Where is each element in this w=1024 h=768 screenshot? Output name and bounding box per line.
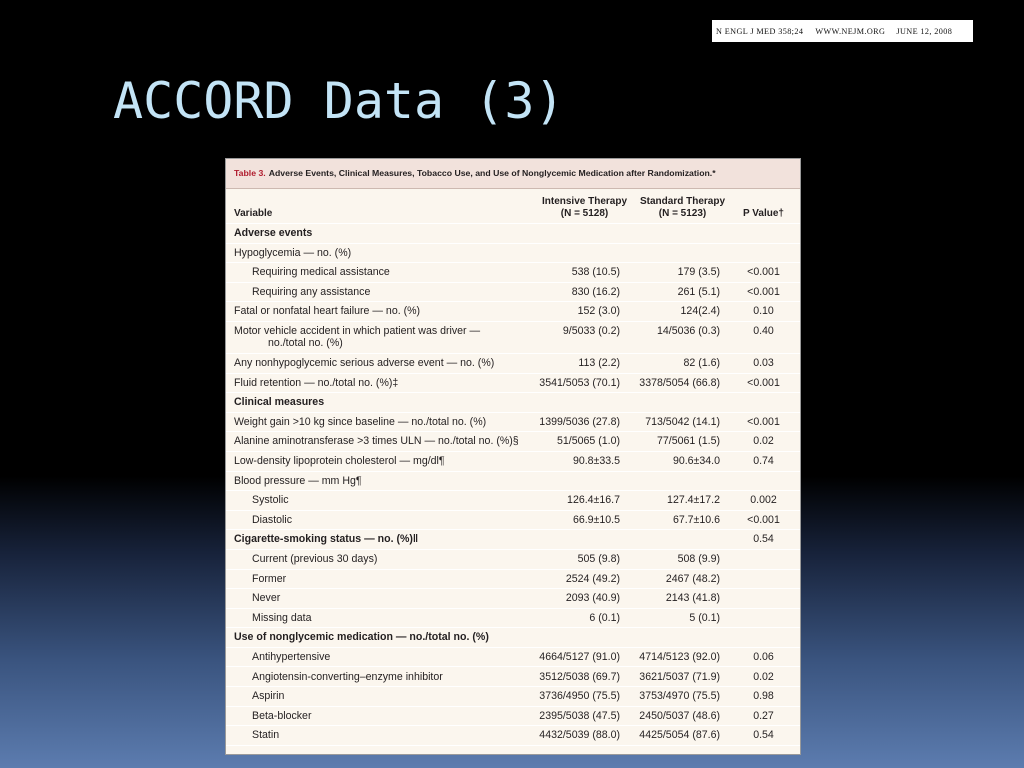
table-title: Adverse Events, Clinical Measures, Tobacco Use, and Use of Nonglycemic Medication after Randomization.*	[268, 168, 716, 178]
table-subrow	[226, 511, 800, 531]
row-label: Hypoglycemia — no. (%)	[234, 246, 352, 259]
p-value: 0.03	[753, 357, 774, 370]
row-label: Use of nonglycemic medication — no./total no. (%)	[234, 631, 489, 644]
row-label: Diastolic	[252, 513, 293, 526]
p-value	[727, 628, 800, 647]
row-label: Requiring any assistance	[252, 285, 371, 298]
intensive-value	[533, 244, 628, 263]
standard-value: 261 (5.1)	[677, 285, 720, 298]
column-header-variable	[226, 208, 533, 220]
p-value: <0.001	[747, 513, 780, 526]
p-value: 0.40	[753, 325, 774, 338]
row-label: Antihypertensive	[252, 650, 331, 663]
p-value: 0.54	[753, 533, 774, 546]
row-label: Current (previous 30 days)	[252, 553, 378, 565]
row-label: Missing data	[252, 611, 312, 624]
p-value: 0.02	[753, 670, 774, 683]
section-heading-row	[226, 393, 800, 413]
intensive-value: 113 (2.2)	[578, 357, 620, 370]
table-row	[226, 452, 800, 472]
standard-value: 90.6±34.0	[672, 455, 720, 468]
column-header-standard	[628, 196, 727, 220]
standard-value: 82 (1.6)	[683, 357, 720, 370]
row-label: Angiotensin-converting–enzyme inhibitor	[252, 670, 443, 683]
standard-value: 4714/5123 (92.0)	[639, 650, 720, 663]
p-value	[727, 244, 800, 263]
row-label: Any nonhypoglycemic serious adverse event — no. (%)	[234, 357, 495, 370]
standard-value: 3753/4970 (75.5)	[639, 690, 720, 703]
table-row	[226, 374, 800, 394]
p-value	[727, 589, 800, 608]
p-value: 0.74	[753, 455, 774, 468]
standard-therapy-label: Standard Therapy	[639, 196, 726, 207]
row-label: Low-density lipoprotein cholesterol — mg/dl¶	[234, 455, 445, 468]
results-table	[225, 158, 801, 755]
standard-value	[628, 628, 727, 647]
standard-value: 77/5061 (1.5)	[656, 435, 720, 448]
table-number: Table 3.	[234, 168, 266, 178]
table-row	[226, 432, 800, 452]
p-value	[727, 570, 800, 589]
intensive-value: 4664/5127 (91.0)	[539, 650, 620, 663]
intensive-value: 126.4±16.7	[567, 494, 620, 507]
row-label: Fatal or nonfatal heart failure — no. (%)	[234, 305, 421, 318]
row-label: Fluid retention — no./total no. (%)‡	[234, 376, 399, 389]
table-subrow	[226, 687, 800, 707]
table-subrow	[226, 609, 800, 629]
table-subrow	[226, 648, 800, 668]
standard-value	[628, 472, 727, 491]
p-value: <0.001	[747, 376, 780, 389]
standard-value: 3378/5054 (66.8)	[639, 376, 720, 389]
p-value	[727, 224, 800, 243]
standard-value	[628, 244, 727, 263]
intensive-value: 3736/4950 (75.5)	[539, 690, 620, 703]
table-subrow	[226, 707, 800, 727]
row-label: Statin	[252, 729, 280, 742]
intensive-therapy-label: Intensive Therapy	[541, 196, 628, 207]
table-subrow	[226, 726, 800, 746]
intensive-value: 6 (0.1)	[589, 611, 620, 624]
p-value: 0.02	[753, 435, 774, 448]
row-label: Weight gain >10 kg since baseline — no./total no. (%)	[234, 415, 487, 428]
journal-citation	[712, 20, 973, 42]
p-value: 0.002	[750, 494, 777, 507]
intensive-value: 2093 (40.9)	[565, 592, 620, 605]
row-label: Aspirin	[252, 690, 285, 703]
table-subrow	[226, 570, 800, 590]
p-value	[727, 550, 800, 569]
p-value: 0.10	[753, 305, 774, 318]
standard-value: 5 (0.1)	[689, 611, 720, 624]
row-label: Clinical measures	[234, 396, 325, 409]
standard-value: 3621/5037 (71.9)	[639, 670, 720, 683]
intensive-value: 9/5033 (0.2)	[562, 325, 620, 338]
variable-header-label: Variable	[234, 208, 273, 219]
table-row	[226, 354, 800, 374]
intensive-value: 505 (9.8)	[577, 553, 620, 565]
standard-value: 2143 (41.8)	[665, 592, 720, 605]
table-row	[226, 244, 800, 264]
table-subrow	[226, 491, 800, 511]
standard-value: 508 (9.9)	[677, 553, 720, 565]
table-row	[226, 302, 800, 322]
section-heading-row	[226, 224, 800, 244]
table-caption	[226, 159, 800, 189]
standard-value: 124(2.4)	[680, 305, 720, 318]
table-header	[226, 189, 800, 224]
row-label: Never	[252, 592, 281, 605]
intensive-value	[533, 530, 628, 549]
row-label: Former	[252, 572, 287, 585]
p-value	[727, 609, 800, 628]
table-subrow	[226, 263, 800, 283]
table-row	[226, 413, 800, 433]
intensive-value: 2395/5038 (47.5)	[539, 709, 620, 722]
standard-value	[628, 530, 727, 549]
intensive-value: 4432/5039 (88.0)	[539, 729, 620, 742]
intensive-value: 830 (16.2)	[571, 285, 620, 298]
intensive-value	[533, 393, 628, 412]
table-row	[226, 472, 800, 492]
p-value: <0.001	[747, 415, 780, 428]
column-header-p-value	[727, 208, 800, 220]
column-header-intensive	[533, 196, 628, 220]
row-label: Alanine aminotransferase >3 times ULN — no./total no. (%)§	[234, 435, 519, 448]
standard-value	[628, 393, 727, 412]
slide-title: ACCORD Data (3)	[113, 72, 565, 130]
standard-value: 127.4±17.2	[667, 494, 720, 507]
row-label: Motor vehicle accident in which patient was driver — no./total no. (%)	[234, 325, 481, 350]
standard-value: 2450/5037 (48.6)	[639, 709, 720, 722]
p-value	[727, 393, 800, 412]
row-label: Adverse events	[234, 227, 313, 240]
table-subrow	[226, 550, 800, 570]
intensive-value: 152 (3.0)	[577, 305, 620, 318]
p-value: 0.06	[753, 650, 774, 663]
citation-date: JUNE 12, 2008	[896, 26, 953, 36]
standard-value: 67.7±10.6	[672, 513, 720, 526]
citation-website: WWW.NEJM.ORG	[815, 26, 886, 36]
intensive-value: 538 (10.5)	[571, 266, 620, 279]
p-value: 0.98	[753, 690, 774, 703]
intensive-value: 51/5065 (1.0)	[556, 435, 620, 448]
table-row	[226, 322, 800, 354]
intensive-value: 2524 (49.2)	[565, 572, 620, 585]
table-body	[226, 224, 800, 746]
table-subrow	[226, 589, 800, 609]
row-label: Systolic	[252, 494, 289, 507]
intensive-therapy-n: (N = 5128)	[560, 208, 609, 219]
p-value-header-label: P Value†	[743, 208, 784, 219]
row-label: Blood pressure — mm Hg¶	[234, 474, 362, 487]
table-subrow	[226, 283, 800, 303]
standard-value: 2467 (48.2)	[665, 572, 720, 585]
row-label: Requiring medical assistance	[252, 266, 390, 279]
intensive-value: 90.8±33.5	[572, 455, 620, 468]
table-subrow	[226, 667, 800, 687]
row-label: Cigarette-smoking status — no. (%)‖	[234, 533, 419, 546]
p-value: <0.001	[747, 285, 780, 298]
intensive-value: 66.9±10.5	[572, 513, 620, 526]
p-value	[727, 472, 800, 491]
intensive-value: 1399/5036 (27.8)	[539, 415, 620, 428]
intensive-value	[533, 628, 628, 647]
intensive-value: 3512/5038 (69.7)	[539, 670, 620, 683]
standard-value: 14/5036 (0.3)	[656, 325, 720, 338]
standard-value: 4425/5054 (87.6)	[639, 729, 720, 742]
p-value: <0.001	[747, 266, 780, 279]
standard-therapy-n: (N = 5123)	[658, 208, 707, 219]
row-label: Beta-blocker	[252, 709, 312, 722]
intensive-value	[533, 472, 628, 491]
intensive-value	[533, 224, 628, 243]
p-value: 0.27	[753, 709, 774, 722]
standard-value	[628, 224, 727, 243]
standard-value: 179 (3.5)	[677, 266, 720, 279]
citation-journal: N ENGL J MED 358;24	[716, 26, 804, 36]
intensive-value: 3541/5053 (70.1)	[539, 376, 620, 389]
standard-value: 713/5042 (14.1)	[645, 415, 720, 428]
section-heading-row	[226, 530, 800, 550]
p-value: 0.54	[753, 729, 774, 742]
section-heading-row	[226, 628, 800, 648]
